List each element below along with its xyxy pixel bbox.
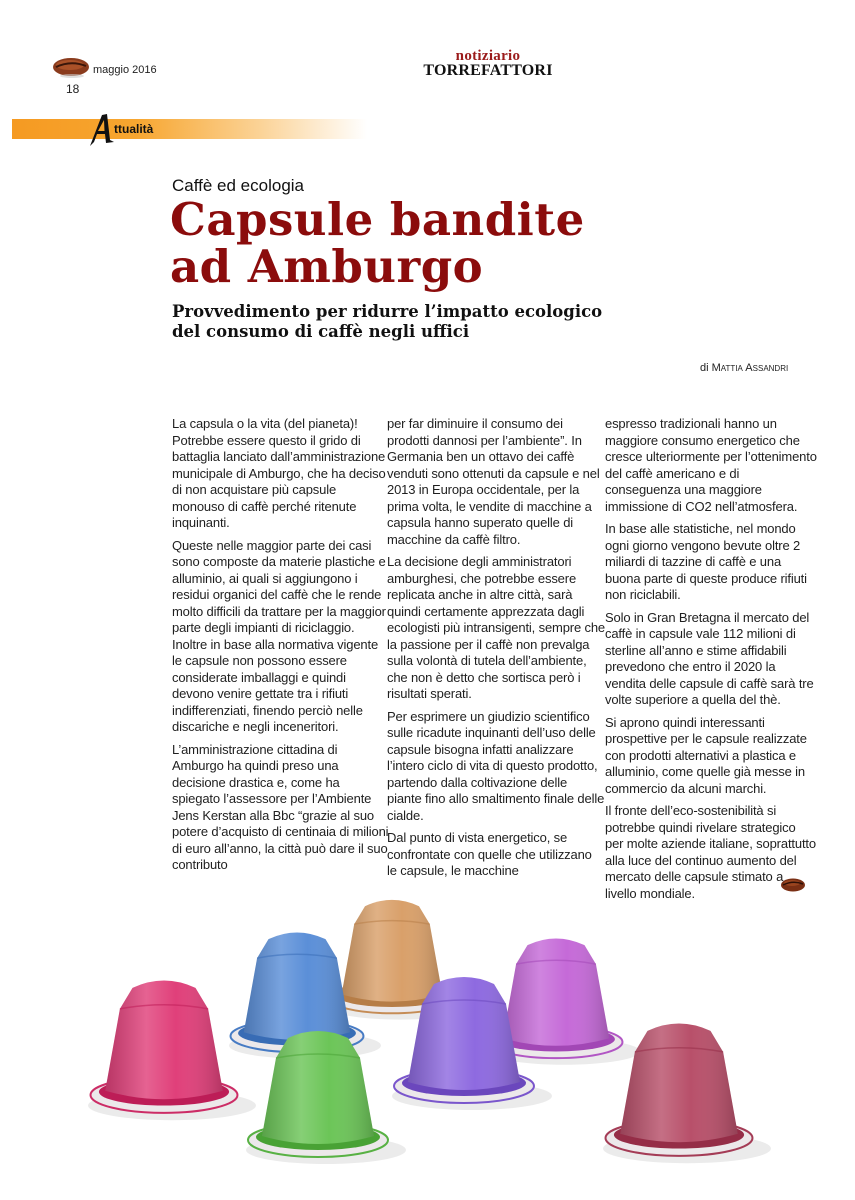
paragraph: In base alle statistiche, nel mondo ogni giorno vengono bevute oltre 2 miliardi di tazzine di caffè e una buona parte di queste produce rifiuti non riciclabili. xyxy=(605,521,807,602)
byline-prefix: di xyxy=(700,362,709,374)
paragraph: per far diminuire il consumo dei prodotti dannosi per l’ambiente”. In Germania ben un ottavo dei caffè venduti sono ottenuti da capsule e nel 2013 in Europa occidentale, per la prima volta, le vendite di macchine a capsula hanno superato quelle di macchine da caffè filtro. xyxy=(387,416,600,547)
standfirst-line-1: Provvedimento per ridurre l’impatto ecologico xyxy=(172,302,603,321)
article-standfirst xyxy=(172,302,812,342)
masthead-bottom: TORREFATTORI xyxy=(423,62,553,79)
section-bar xyxy=(12,119,367,139)
paragraph: Il fronte dell’eco-sostenibilità si potrebbe quindi rivelare strategico per molte aziende italiane, soprattutto alla luce del continuo aumento del mercato delle capsule stimato a livello mondiale. xyxy=(605,803,816,901)
capsule-pink xyxy=(88,981,256,1121)
byline-author: Mattia Assandri xyxy=(711,362,789,374)
masthead-top: notiziario xyxy=(455,48,521,64)
paragraph: Queste nelle maggior parte dei casi sono composte da materie plastiche e alluminio, ai quali si aggiungono i residui organici del caffè che le rende molto difficili da trattare per la maggior parte degli impianti di riciclaggio. Inoltre in base alla normativa vigente le capsule non possono essere considerate imballaggi e quindi devono venire gettate tra i rifiuti indifferenziati, finendo perciò nelle discariche e negli inceneritori. xyxy=(172,537,386,734)
byline xyxy=(700,362,788,374)
capsules-photo xyxy=(0,890,855,1200)
issue-date: maggio 2016 xyxy=(93,64,157,76)
paragraph: La capsula o la vita (del pianeta)! Potrebbe essere questo il grido di battaglia lanciato dall’amministrazione municipale di Amburgo, che ha deciso di non acquistare più capsule monouso di caffè perché ritenute inquinanti. xyxy=(172,416,386,530)
masthead xyxy=(416,49,560,78)
paragraph: espresso tradizionali hanno un maggiore consumo energetico che cresce ulteriormente per l’ottenimento del caffè americano e di conseguenza una maggiore immissione di CO2 nell’atmosfera. xyxy=(605,416,817,514)
paragraph: Solo in Gran Bretagna il mercato del caffè in capsule vale 112 milioni di sterline all’anno e stime affidabili prevedono che entro il 2020 la vendita delle capsule di caffè sarà tre volte superiore a quella del thè. xyxy=(605,609,814,707)
page-number: 18 xyxy=(66,82,80,96)
paragraph: Si aprono quindi interessanti prospettive per le capsule realizzate con prodotti alternativi a plastica e alluminio, come quelle già messe in commercio da alcuni marchi. xyxy=(605,714,807,796)
section-label: ttualità xyxy=(114,122,154,136)
article-headline xyxy=(170,193,810,293)
article-column-1 xyxy=(172,416,390,880)
standfirst-line-2: del consumo di caffè negli uffici xyxy=(172,322,470,341)
article-kicker: Caffè ed ecologia xyxy=(172,176,305,195)
section-initial-icon xyxy=(88,112,116,148)
paragraph: La decisione degli amministratori amburghesi, che potrebbe essere replicata anche in altre città, sarà quindi certamente apprezzata dagli ecologisti più intransigenti, sempre che la passione per il caffè non prevalga sulla volontà di tutela dell’ambiente, che non è detto che sortisca però i risultati sperati. xyxy=(387,554,606,701)
headline-line-2: ad Amburgo xyxy=(170,240,484,293)
paragraph: Dal punto di vista energetico, se confrontate con quelle che utilizzano le capsule, le macchine xyxy=(387,830,592,878)
paragraph: L’amministrazione cittadina di Amburgo ha quindi preso una decisione drastica e, come ha spiegato l’assessore per l’Ambiente Jens Kerstan alla Bbc “grazie al suo potere d’acquisto di centinaia di milioni di euro all’anno, la città può dare il suo contributo xyxy=(172,741,389,872)
article-column-2 xyxy=(387,416,605,886)
article-column-3 xyxy=(605,416,817,908)
coffee-bean-icon xyxy=(52,56,90,80)
headline-line-1: Capsule bandite xyxy=(170,193,585,246)
paragraph: Per esprimere un giudizio scientifico sulle ricadute inquinanti dell’uso delle capsule bisogna infatti analizzare l’intero ciclo di vita di questo prodotto, partendo dalla coltivazione delle piante fino allo smaltimento finale delle cialde. xyxy=(387,708,605,823)
